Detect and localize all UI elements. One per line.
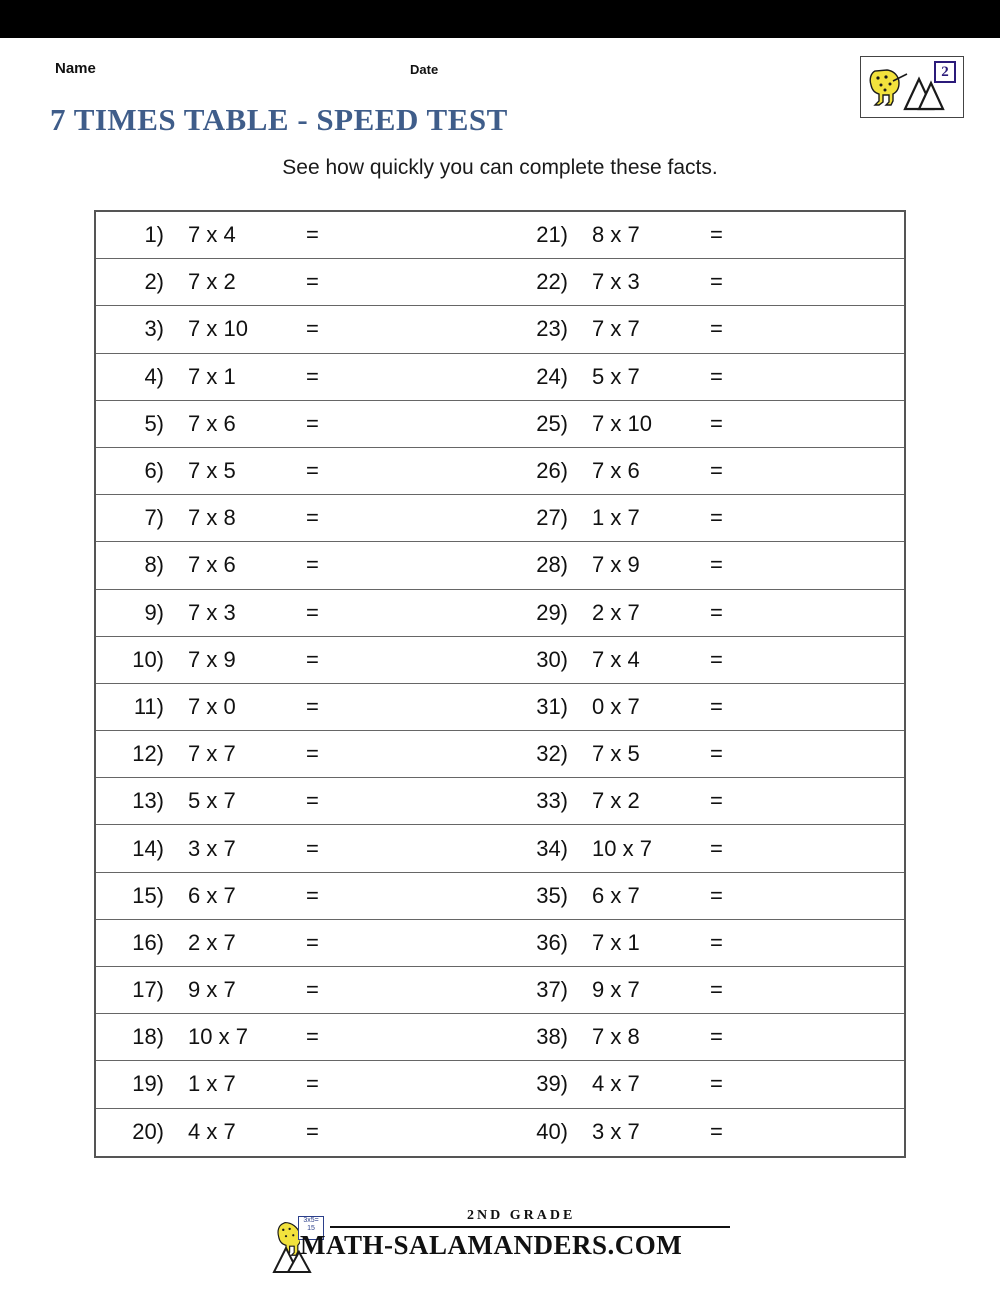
question-cell: [96, 637, 500, 683]
answer-blank[interactable]: [750, 684, 904, 730]
question-fact: 9 x 7: [188, 977, 236, 1003]
question-cell: [500, 354, 904, 400]
page-top-band: [0, 0, 1000, 38]
question-cell: [500, 212, 904, 258]
equals-sign: =: [306, 646, 319, 672]
question-number: 26): [536, 458, 568, 484]
question-cell: [500, 542, 904, 588]
equals-sign: =: [306, 693, 319, 719]
equals-sign: =: [306, 363, 319, 389]
equals-sign: =: [306, 269, 319, 295]
question-number: 14): [132, 835, 164, 861]
answer-blank[interactable]: [346, 448, 500, 494]
question-cell: [96, 1109, 500, 1156]
question-fact: 7 x 2: [188, 269, 236, 295]
answer-blank[interactable]: [750, 637, 904, 683]
equals-sign: =: [710, 458, 723, 484]
question-cell: [500, 590, 904, 636]
question-fact: 3 x 7: [188, 835, 236, 861]
question-number: 9): [144, 599, 164, 625]
table-row: [96, 542, 904, 589]
question-fact: 7 x 0: [188, 693, 236, 719]
question-cell: [500, 448, 904, 494]
footer-divider: [330, 1226, 730, 1228]
question-fact: 7 x 7: [188, 741, 236, 767]
question-fact: 7 x 6: [188, 552, 236, 578]
answer-blank[interactable]: [346, 873, 500, 919]
answer-blank[interactable]: [346, 731, 500, 777]
question-number: 29): [536, 599, 568, 625]
answer-blank[interactable]: [346, 1014, 500, 1060]
equals-sign: =: [306, 835, 319, 861]
equals-sign: =: [710, 552, 723, 578]
answer-blank[interactable]: [750, 1109, 904, 1156]
date-label: Date: [410, 62, 439, 77]
question-fact: 7 x 1: [188, 363, 236, 389]
question-number: 16): [132, 929, 164, 955]
question-number: 12): [132, 741, 164, 767]
equals-sign: =: [306, 222, 319, 248]
meta-row: [0, 60, 1000, 84]
question-number: 30): [536, 646, 568, 672]
table-row: [96, 731, 904, 778]
question-cell: [96, 306, 500, 352]
question-cell: [500, 684, 904, 730]
answer-blank[interactable]: [750, 873, 904, 919]
table-row: [96, 920, 904, 967]
question-number: 22): [536, 269, 568, 295]
question-cell: [96, 825, 500, 871]
question-number: 17): [132, 977, 164, 1003]
equals-sign: =: [306, 1119, 319, 1145]
equals-sign: =: [710, 882, 723, 908]
equals-sign: =: [710, 599, 723, 625]
equals-sign: =: [306, 458, 319, 484]
question-cell: [500, 731, 904, 777]
question-cell: [96, 354, 500, 400]
equals-sign: =: [306, 1071, 319, 1097]
question-fact: 4 x 7: [188, 1119, 236, 1145]
table-row: [96, 873, 904, 920]
question-fact: 7 x 1: [592, 929, 640, 955]
questions-table: [94, 210, 906, 1158]
answer-blank[interactable]: [750, 1014, 904, 1060]
question-fact: 7 x 4: [592, 646, 640, 672]
question-fact: 8 x 7: [592, 222, 640, 248]
question-number: 27): [536, 505, 568, 531]
equals-sign: =: [710, 1071, 723, 1097]
answer-blank[interactable]: [346, 920, 500, 966]
equals-sign: =: [710, 410, 723, 436]
equals-sign: =: [306, 929, 319, 955]
equals-sign: =: [710, 646, 723, 672]
equals-sign: =: [710, 1119, 723, 1145]
answer-blank[interactable]: [750, 825, 904, 871]
question-fact: 4 x 7: [592, 1071, 640, 1097]
answer-blank[interactable]: [346, 637, 500, 683]
table-row: [96, 401, 904, 448]
question-number: 2): [144, 269, 164, 295]
table-row: [96, 259, 904, 306]
answer-blank[interactable]: [750, 1061, 904, 1107]
question-fact: 9 x 7: [592, 977, 640, 1003]
question-cell: [500, 637, 904, 683]
question-cell: [500, 1061, 904, 1107]
question-fact: 6 x 7: [188, 882, 236, 908]
question-number: 39): [536, 1071, 568, 1097]
question-number: 28): [536, 552, 568, 578]
question-number: 21): [536, 222, 568, 248]
equals-sign: =: [710, 693, 723, 719]
question-number: 32): [536, 741, 568, 767]
question-number: 24): [536, 363, 568, 389]
question-fact: 7 x 9: [188, 646, 236, 672]
mini-grid-icon: 3x5= 15: [298, 1216, 324, 1240]
question-cell: [96, 542, 500, 588]
question-cell: [96, 495, 500, 541]
question-cell: [96, 920, 500, 966]
question-cell: [500, 1109, 904, 1156]
question-number: 7): [144, 505, 164, 531]
question-fact: 1 x 7: [188, 1071, 236, 1097]
equals-sign: =: [306, 599, 319, 625]
question-cell: [96, 778, 500, 824]
answer-blank[interactable]: [346, 1061, 500, 1107]
question-number: 25): [536, 410, 568, 436]
question-cell: [96, 448, 500, 494]
question-cell: [96, 401, 500, 447]
table-row: [96, 637, 904, 684]
question-number: 3): [144, 316, 164, 342]
answer-blank[interactable]: [346, 967, 500, 1013]
table-row: [96, 967, 904, 1014]
equals-sign: =: [710, 788, 723, 814]
answer-blank[interactable]: [346, 778, 500, 824]
question-cell: [500, 401, 904, 447]
question-number: 33): [536, 788, 568, 814]
equals-sign: =: [306, 552, 319, 578]
question-cell: [96, 1061, 500, 1107]
equals-sign: =: [710, 929, 723, 955]
question-fact: 7 x 10: [592, 410, 652, 436]
question-cell: [96, 731, 500, 777]
answer-blank[interactable]: [750, 495, 904, 541]
equals-sign: =: [306, 977, 319, 1003]
answer-blank[interactable]: [346, 495, 500, 541]
equals-sign: =: [306, 410, 319, 436]
equals-sign: =: [710, 222, 723, 248]
answer-blank[interactable]: [750, 401, 904, 447]
question-fact: 7 x 7: [592, 316, 640, 342]
answer-blank[interactable]: [346, 825, 500, 871]
table-row: [96, 1061, 904, 1108]
page-subtitle: See how quickly you can complete these facts.: [282, 156, 718, 179]
question-number: 34): [536, 835, 568, 861]
table-row: [96, 778, 904, 825]
question-cell: [500, 259, 904, 305]
question-number: 35): [536, 882, 568, 908]
page-title: 7 TIMES TABLE - SPEED TEST: [50, 102, 508, 137]
question-fact: 7 x 5: [188, 458, 236, 484]
question-cell: [96, 873, 500, 919]
table-row: [96, 1014, 904, 1061]
question-fact: 2 x 7: [188, 929, 236, 955]
question-fact: 7 x 9: [592, 552, 640, 578]
question-fact: 7 x 6: [592, 458, 640, 484]
question-fact: 7 x 8: [188, 505, 236, 531]
equals-sign: =: [710, 977, 723, 1003]
question-number: 1): [144, 222, 164, 248]
answer-blank[interactable]: [346, 401, 500, 447]
question-cell: [96, 967, 500, 1013]
footer-grade: 2ND GRADE: [467, 1208, 576, 1223]
question-number: 5): [144, 410, 164, 436]
question-fact: 7 x 3: [592, 269, 640, 295]
question-fact: 3 x 7: [592, 1119, 640, 1145]
equals-sign: =: [306, 788, 319, 814]
question-fact: 7 x 5: [592, 741, 640, 767]
equals-sign: =: [306, 505, 319, 531]
answer-blank[interactable]: [346, 212, 500, 258]
question-cell: [500, 873, 904, 919]
question-fact: 6 x 7: [592, 882, 640, 908]
question-cell: [96, 1014, 500, 1060]
question-cell: [96, 212, 500, 258]
question-number: 38): [536, 1024, 568, 1050]
equals-sign: =: [710, 269, 723, 295]
answer-blank[interactable]: [346, 542, 500, 588]
equals-sign: =: [306, 316, 319, 342]
equals-sign: =: [710, 363, 723, 389]
question-number: 20): [132, 1119, 164, 1145]
answer-blank[interactable]: [750, 212, 904, 258]
equals-sign: =: [710, 505, 723, 531]
table-row: [96, 825, 904, 872]
footer-url: MATH-SALAMANDERS.COM: [300, 1230, 683, 1260]
equals-sign: =: [306, 882, 319, 908]
question-number: 18): [132, 1024, 164, 1050]
name-label: Name: [55, 60, 96, 77]
question-fact: 1 x 7: [592, 505, 640, 531]
question-fact: 0 x 7: [592, 693, 640, 719]
question-cell: [500, 778, 904, 824]
answer-blank[interactable]: [346, 1109, 500, 1156]
answer-blank[interactable]: [346, 306, 500, 352]
grade-badge: 2: [934, 61, 956, 83]
question-cell: [500, 825, 904, 871]
question-number: 15): [132, 882, 164, 908]
answer-blank[interactable]: [750, 920, 904, 966]
question-number: 11): [133, 693, 164, 719]
question-fact: 7 x 3: [188, 599, 236, 625]
equals-sign: =: [306, 1024, 319, 1050]
question-cell: [96, 684, 500, 730]
question-fact: 7 x 6: [188, 410, 236, 436]
question-cell: [500, 967, 904, 1013]
table-row: [96, 495, 904, 542]
table-row: [96, 590, 904, 637]
answer-blank[interactable]: [346, 684, 500, 730]
question-cell: [500, 1014, 904, 1060]
question-number: 10): [132, 646, 164, 672]
question-fact: 5 x 7: [188, 788, 236, 814]
question-fact: 2 x 7: [592, 599, 640, 625]
question-fact: 10 x 7: [592, 835, 652, 861]
question-fact: 7 x 10: [188, 316, 248, 342]
answer-blank[interactable]: [750, 542, 904, 588]
question-number: 40): [536, 1119, 568, 1145]
question-cell: [96, 590, 500, 636]
header-logo: [860, 56, 964, 118]
table-row: [96, 212, 904, 259]
answer-blank[interactable]: [750, 354, 904, 400]
question-number: 31): [536, 693, 568, 719]
table-row: [96, 684, 904, 731]
question-number: 23): [536, 316, 568, 342]
question-cell: [500, 495, 904, 541]
question-fact: 5 x 7: [592, 363, 640, 389]
question-number: 4): [144, 363, 164, 389]
table-row: [96, 448, 904, 495]
table-row: [96, 306, 904, 353]
question-number: 6): [144, 458, 164, 484]
answer-blank[interactable]: [346, 590, 500, 636]
answer-blank[interactable]: [346, 259, 500, 305]
question-fact: 10 x 7: [188, 1024, 248, 1050]
equals-sign: =: [710, 1024, 723, 1050]
question-number: 8): [144, 552, 164, 578]
question-cell: [500, 306, 904, 352]
answer-blank[interactable]: [750, 778, 904, 824]
answer-blank[interactable]: [750, 590, 904, 636]
equals-sign: =: [710, 741, 723, 767]
answer-blank[interactable]: [750, 448, 904, 494]
question-number: 37): [536, 977, 568, 1003]
question-fact: 7 x 4: [188, 222, 236, 248]
answer-blank[interactable]: [346, 354, 500, 400]
question-number: 19): [132, 1071, 164, 1097]
answer-blank[interactable]: [750, 306, 904, 352]
question-cell: [500, 920, 904, 966]
worksheet-sheet: [0, 38, 1000, 1294]
question-fact: 7 x 8: [592, 1024, 640, 1050]
footer: [0, 1188, 1000, 1298]
question-number: 13): [132, 788, 164, 814]
table-row: [96, 354, 904, 401]
question-fact: 7 x 2: [592, 788, 640, 814]
equals-sign: =: [306, 741, 319, 767]
table-row: [96, 1109, 904, 1156]
equals-sign: =: [710, 316, 723, 342]
answer-blank[interactable]: [750, 731, 904, 777]
question-number: 36): [536, 929, 568, 955]
equals-sign: =: [710, 835, 723, 861]
question-cell: [96, 259, 500, 305]
answer-blank[interactable]: [750, 967, 904, 1013]
answer-blank[interactable]: [750, 259, 904, 305]
